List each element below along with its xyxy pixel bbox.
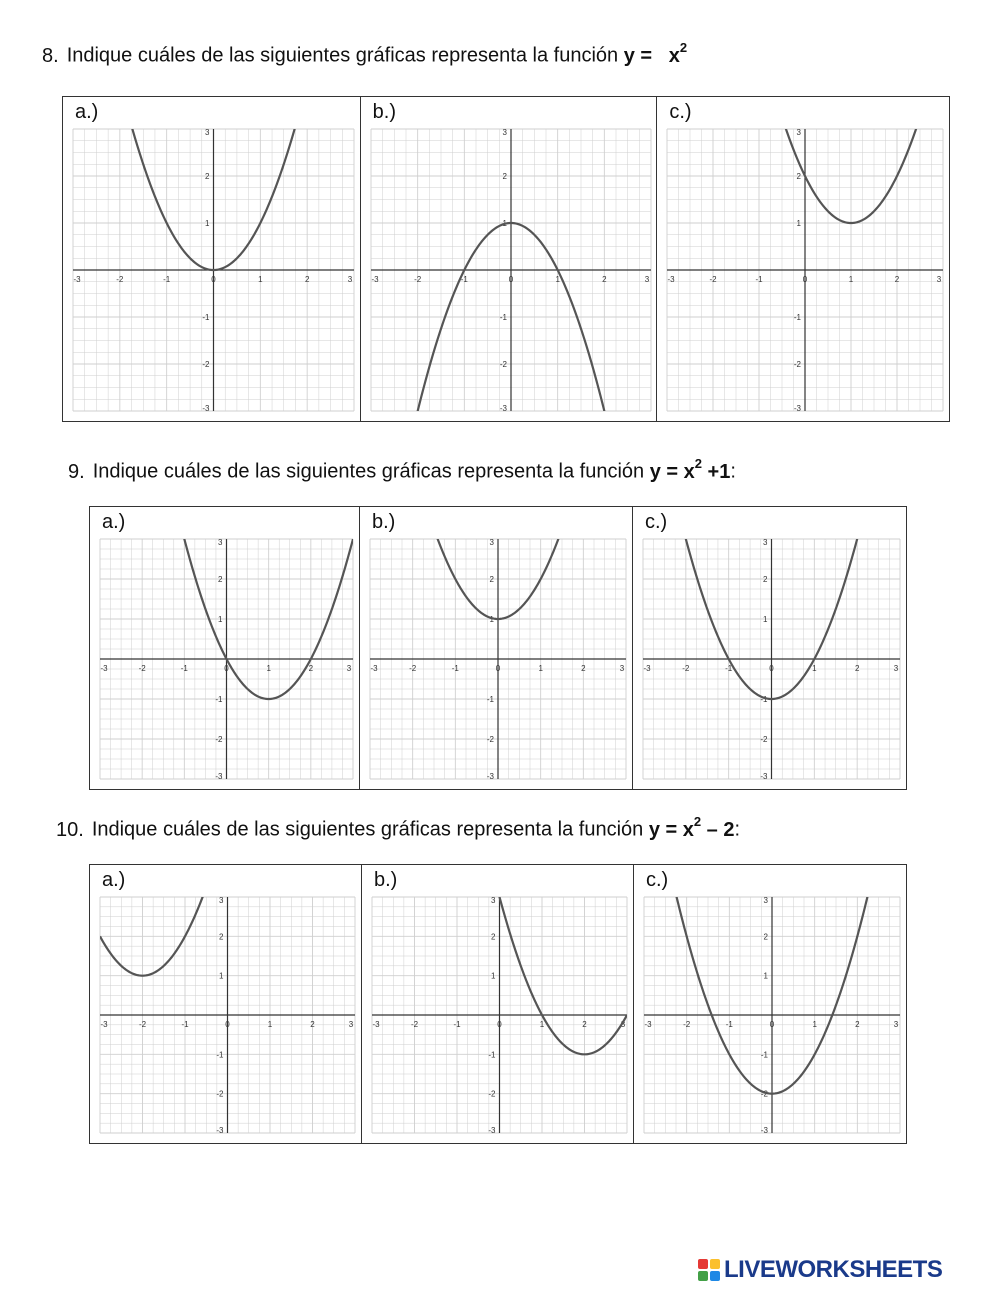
y-tick-label: 1 [489, 615, 494, 624]
graph-panel-9b[interactable] [360, 507, 633, 789]
y-tick-label: 3 [763, 896, 768, 905]
x-tick-label: -2 [409, 664, 417, 673]
function-main: y = x [648, 818, 694, 841]
y-tick-label: 1 [502, 219, 507, 228]
x-tick-label: 3 [937, 275, 942, 284]
x-tick-label: -3 [643, 664, 651, 673]
function-main: y = x [623, 44, 680, 67]
x-tick-label: 1 [267, 1020, 273, 1029]
x-tick-label: -3 [644, 1020, 652, 1029]
x-tick-label: -3 [667, 275, 675, 284]
y-tick-label: -1 [216, 1050, 224, 1060]
y-tick-label: 3 [218, 538, 223, 547]
x-tick-label: 3 [893, 664, 899, 673]
y-tick-label: 3 [489, 538, 494, 547]
x-tick-label: -1 [755, 275, 763, 284]
x-tick-label: 2 [582, 1020, 587, 1029]
y-tick-label: -3 [499, 404, 507, 413]
x-tick-label: 2 [855, 1020, 860, 1029]
y-tick-label: -3 [488, 1126, 496, 1135]
y-tick-label: 3 [502, 128, 507, 137]
panel-label: a.) [75, 101, 99, 123]
y-tick-label: -3 [216, 1126, 224, 1135]
x-tick-label: 0 [495, 664, 501, 673]
x-tick-label: -2 [709, 275, 717, 284]
question-number: 10. [56, 818, 84, 841]
y-tick-label: -1 [202, 313, 210, 322]
y-tick-label: -1 [499, 313, 507, 322]
question-number: 8. [42, 44, 59, 67]
question-10-title [56, 816, 740, 842]
y-tick-label: -2 [216, 1089, 224, 1099]
y-tick-label: -3 [215, 772, 223, 781]
question-text: Indique cuáles de las siguientes gráficas representa la función [66, 44, 619, 67]
panel-label: c.) [669, 101, 692, 123]
x-tick-label: -3 [371, 275, 379, 284]
y-tick-label: 1 [763, 615, 768, 624]
y-tick-label: 2 [219, 932, 224, 942]
y-tick-label: -3 [760, 772, 768, 781]
y-tick-label: 2 [763, 575, 768, 584]
y-tick-label: 1 [218, 615, 223, 624]
coordinate-plot [90, 507, 359, 789]
x-tick-label: -2 [138, 664, 146, 673]
y-tick-label: 3 [491, 896, 496, 905]
question-9-title [68, 458, 736, 484]
x-tick-label: 0 [211, 275, 216, 284]
question-suffix: : [730, 460, 736, 483]
x-tick-label: 1 [266, 664, 271, 673]
question-8-title [42, 42, 687, 68]
y-tick-label: -2 [794, 360, 802, 369]
x-tick-label: 0 [224, 664, 229, 673]
coordinate-plot [362, 865, 633, 1143]
coordinate-plot [657, 97, 949, 421]
y-tick-label: 2 [489, 575, 494, 584]
y-tick-label: -1 [215, 695, 223, 704]
panel-label: b.) [374, 869, 398, 891]
x-tick-label: 3 [644, 275, 649, 284]
x-tick-label: -1 [453, 1020, 461, 1029]
x-tick-label: 1 [555, 275, 560, 284]
y-tick-label: 2 [491, 932, 496, 942]
x-tick-label: 2 [601, 275, 607, 284]
x-tick-label: 2 [854, 664, 860, 673]
x-tick-label: 0 [769, 1020, 775, 1029]
y-tick-label: -2 [760, 1089, 768, 1099]
x-tick-label: -2 [683, 1020, 691, 1029]
y-tick-label: -2 [202, 360, 210, 369]
question-10-graphs [89, 864, 907, 1144]
y-tick-label: -3 [760, 1126, 768, 1135]
graph-panel-8b[interactable] [361, 97, 658, 421]
function-tail: – 2 [701, 818, 735, 841]
graph-panel-9a[interactable] [90, 507, 360, 789]
x-tick-label: -2 [413, 275, 421, 284]
function-exponent: 2 [694, 456, 702, 471]
x-tick-label: 3 [346, 664, 352, 673]
x-tick-label: -2 [682, 664, 690, 673]
x-tick-label: 3 [620, 1020, 626, 1029]
x-tick-label: -3 [100, 664, 108, 673]
graph-panel-9c[interactable] [633, 507, 906, 789]
x-tick-label: -1 [180, 664, 188, 673]
x-tick-label: -3 [100, 1020, 108, 1029]
panel-label: b.) [372, 101, 397, 123]
y-tick-label: 2 [763, 932, 768, 942]
x-tick-label: 1 [539, 1020, 545, 1029]
x-tick-label: -3 [370, 664, 378, 673]
x-tick-label: 2 [310, 1020, 315, 1029]
liveworksheets-logo [698, 1256, 942, 1284]
logo-text: LIVEWORKSHEETS [724, 1256, 943, 1283]
x-tick-label: -1 [725, 1020, 733, 1029]
x-tick-label: 1 [849, 275, 854, 284]
x-tick-label: -1 [460, 275, 468, 284]
y-tick-label: 2 [502, 172, 507, 181]
y-tick-label: 3 [763, 538, 768, 547]
x-tick-label: 1 [812, 664, 817, 673]
y-tick-label: -3 [202, 404, 210, 413]
x-tick-label: -1 [181, 1020, 189, 1029]
graph-panel-10a[interactable] [90, 865, 362, 1143]
y-tick-label: 1 [796, 219, 802, 228]
x-tick-label: -2 [138, 1020, 147, 1029]
function-main: y = x [649, 460, 695, 483]
y-tick-label: 1 [219, 971, 224, 981]
panel-label: a.) [102, 511, 126, 533]
x-tick-label: 2 [304, 275, 310, 284]
panel-label: a.) [102, 869, 126, 891]
y-tick-label: -1 [760, 1050, 768, 1060]
panel-label: b.) [372, 511, 396, 533]
y-tick-label: 2 [205, 172, 210, 181]
coordinate-plot [63, 97, 360, 421]
graph-panel-10c[interactable] [634, 865, 906, 1143]
y-tick-label: -1 [760, 695, 768, 704]
y-tick-label: -2 [488, 1089, 496, 1099]
y-tick-label: 1 [763, 971, 768, 981]
function-exponent: 2 [693, 814, 702, 829]
question-text: Indique cuáles de las siguientes gráficas representa la función [92, 460, 645, 483]
graph-panel-10b[interactable] [362, 865, 634, 1143]
y-tick-label: 1 [205, 219, 210, 228]
graph-panel-8a[interactable] [63, 97, 361, 421]
function-exponent: 2 [679, 40, 688, 55]
x-tick-label: 3 [619, 664, 625, 673]
x-tick-label: -2 [410, 1020, 419, 1029]
y-tick-label: -2 [499, 360, 507, 369]
panel-label: c.) [646, 869, 669, 891]
x-tick-label: 0 [803, 275, 808, 284]
x-tick-label: -1 [451, 664, 459, 673]
panel-label: c.) [645, 511, 668, 533]
x-tick-label: -1 [725, 664, 733, 673]
x-tick-label: -2 [116, 275, 124, 284]
question-text: Indique cuáles de las siguientes gráficas representa la función [91, 818, 644, 841]
coordinate-plot [90, 865, 361, 1143]
question-8-graphs [62, 96, 950, 422]
y-tick-label: -3 [794, 404, 802, 413]
x-tick-label: -3 [372, 1020, 380, 1029]
y-tick-label: -2 [215, 735, 223, 744]
coordinate-plot [360, 507, 632, 789]
x-tick-label: 3 [348, 1020, 354, 1029]
question-number: 9. [68, 460, 85, 483]
y-tick-label: -1 [486, 695, 494, 704]
y-tick-label: -1 [488, 1050, 496, 1060]
x-tick-label: 3 [893, 1020, 899, 1029]
x-tick-label: 2 [581, 664, 586, 673]
coordinate-plot [633, 507, 906, 789]
question-9-graphs [89, 506, 907, 790]
coordinate-plot [634, 865, 906, 1143]
y-tick-label: -2 [760, 735, 768, 744]
x-tick-label: 2 [308, 664, 314, 673]
y-tick-label: 3 [219, 896, 224, 905]
y-tick-label: 2 [796, 172, 802, 181]
x-tick-label: 1 [538, 664, 543, 673]
y-tick-label: 3 [205, 128, 210, 137]
x-tick-label: 3 [347, 275, 353, 284]
x-tick-label: 0 [508, 275, 513, 284]
x-tick-label: 0 [497, 1020, 502, 1029]
x-tick-label: 2 [895, 275, 900, 284]
x-tick-label: 1 [258, 275, 263, 284]
y-tick-label: 3 [796, 128, 802, 137]
coordinate-plot [361, 97, 657, 421]
y-tick-label: 1 [491, 971, 496, 981]
function-tail: +1 [702, 460, 731, 483]
graph-panel-8c[interactable] [657, 97, 949, 421]
liveworksheets-logo-icon [698, 1259, 720, 1281]
x-tick-label: -3 [73, 275, 81, 284]
y-tick-label: -1 [794, 313, 802, 322]
x-tick-label: -1 [163, 275, 171, 284]
y-tick-label: 2 [218, 575, 223, 584]
x-tick-label: 0 [769, 664, 774, 673]
x-tick-label: 0 [225, 1020, 230, 1029]
y-tick-label: -2 [486, 735, 494, 744]
x-tick-label: 1 [812, 1020, 817, 1029]
y-tick-label: -3 [486, 772, 494, 781]
question-suffix: : [734, 818, 741, 841]
